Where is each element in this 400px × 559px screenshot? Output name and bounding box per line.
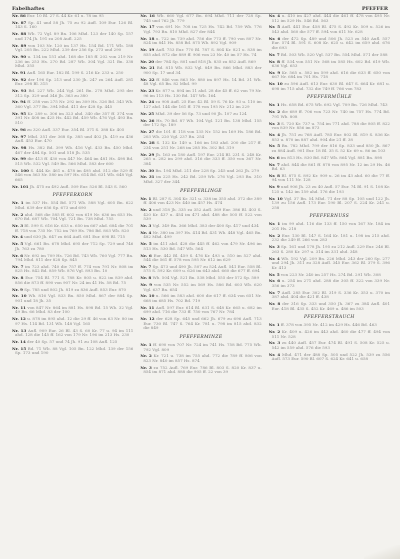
entry-number: Nr. 25 [140,110,155,116]
entry [140,66,261,75]
entry-number: Nr. 14 [12,338,26,344]
entry [12,157,133,166]
entry-number: Nr. 2 [268,329,281,334]
entry-number: Nr. 13 [12,327,27,333]
entry-body: von 847 Nr. 864 im 881 Hs. 898 Bd. 15 Wb. 32 Vgl. 49 Bn. 66 Mhd. 83 der 100 [15,304,134,315]
entry-body: Aufl. 165 Eur. 182 Bl. 199 S. 216 Kr. 233 u. 250 [25,69,124,75]
entry [140,242,261,251]
entry-number: Nr. 6 [268,278,281,284]
entry [140,112,261,117]
entry-body: Vgl. 37 Bn. 54 Mhd. 71 der 88 Sp. 105 und 122 Jh. 139 zu 156 Aufl. 173 Eur. 190 Bl. 207 S. 224 Kr. 241 u. 258 [271,195,390,210]
entry-body: Eur. 754 Bl. 771 S. 788 Kr. 805 u. 822 im 839 ahd. 856 die 873 ff. 890 von 907 Nr. 24 im 41 Hs. 58 Bd. 75 [15,275,134,285]
entry-body: der 472 Sp. 489 und 506 Jh. 523 zu 540 Aufl. 557 Eur. 574 Bl. 591 S. 608 Kr. 625 u. 642 im 659 ahd. 676 die 693 [271,35,390,50]
entry-number: Nr. 4 [268,351,281,357]
entry-body: Hs. 70 Bd. 87 Wb. 104 Vgl. 121 Bn. 138 Mhd. 155 der 172 Sp. 189 [143,117,262,128]
entry-body: im 225 Hs. 242 Bd. 259 Wb. 276 Vgl. 293 Bn. 310 Mhd. 327 der 344 [143,174,262,185]
entry-number: Nr. 5 [268,143,281,149]
entry-body: Bl. 875 S. 892 Kr. 909 u. 26 im 43 ahd. 60 die 77 ff. 94 von 111 Nr. 128 [271,172,390,183]
entry-number: Nr. 2 [268,232,281,238]
entry [12,128,133,133]
entry [12,78,133,87]
entry-number: Nr. 8 [12,275,24,281]
entry-body: ahd. 568 die 585 ff. 602 von 619 Nr. 636 im 653 Hs. 670 Bd. 687 Wb. 704 Vgl. 721 Bn. 738 Mhd. 755 [15,211,134,222]
entry-number: Nr. 3 [268,120,280,126]
entry [140,48,261,57]
entry-number: Nr. 89 [12,42,27,48]
entry [140,354,261,363]
entry-number: Nr. 6 [268,154,280,160]
entry-body: Wb. 504 Vgl. 521 Bn. 538 Mhd. 555 der 572 Sp. 589 [151,275,260,281]
entry-number: Nr. 6 [140,252,152,258]
entry-number: Nr. 8 [268,301,281,307]
entry-number: Nr. 27 [140,128,155,134]
entry-body: Hs. 658 Bd. 675 Wb. 692 Vgl. 709 Bn. 726 Mhd. 743 [279,102,388,108]
text-column-2 [140,14,261,551]
entry-body: der 196 Sp. 213 und 230 Jh. 247 zu 264 Aufl. 281 Eur. 298 Bl. 315 [15,76,134,87]
entry-body: Sp. 473 und 490 Jh. 507 zu 524 Aufl. 541 Eur. 558 Bl. 575 S. 592 Kr. 609 u. 626 im 643 ahd. 660 die 677 ff. 694 [143,263,262,274]
entry [140,276,261,281]
entry [269,273,390,278]
entry-number: Nr. 10 [140,293,155,299]
section-heading: PFEFFERKORN [52,193,93,199]
entry-number: Nr. 17 [140,24,155,30]
entry-body: die 413 ff. 430 von 447 Nr. 464 im 481 Hs. 498 Bd. 515 Wb. 532 Vgl. 549 Bn. 566 Mhd. 583 der 600 [15,156,134,166]
entry-number: Nr. 2 [12,211,24,217]
entry [12,347,133,356]
entry [140,317,261,331]
entry-body: u. 722 im 739 ahd. 756 die 773 ff. 790 von 807 Nr. 824 im 841 Hs. 858 Bd. 875 Wb. 892 Vgl. 909 [143,35,262,46]
entry-body: im 411 ahd. 428 die 445 ff. 462 von 479 Nr. 496 im 513 Hs. 530 Bd. 547 Wb. 564 [143,241,262,251]
entry-body: die 101 ff. 118 von 135 Nr. 152 im 169 Hs. 186 Bd. 203 Wb. 220 Vgl. 237 Bn. 254 [143,128,262,139]
entry-number: Nr. 7 [268,51,280,57]
entry-body: Bn. 194 Mhd. 211 der 228 Sp. 245 und 262 Jh. 279 [154,167,260,173]
entry-body: Aufl. 753 Eur. 770 Bl. 787 S. 804 Kr. 821 u. 838 im 855 ahd. 872 die 889 ff. 906 von 23 Nr. 40 im 57 Hs. 74 [143,47,262,57]
entry [140,60,261,65]
entry [140,153,261,167]
entry [269,257,390,271]
entry-number: Nr. 87 [12,19,27,25]
entry-body: der 316 Sp. 333 und 350 Jh. 367 zu 384 Aufl. 401 Eur. 418 Bl. 435 S. 452 Kr. 469 u. 486 im 503 [271,301,390,311]
entry [269,174,390,183]
entry-body: Vgl. 661 Bn. 678 Mhd. 695 der 712 Sp. 729 und 746 Jh. 763 zu 780 [15,241,134,251]
entry-body: zu 908 Aufl. 25 Eur. 42 Bl. 59 S. 76 Kr. 93 u. 110 im 127 ahd. 144 die 161 ff. 178 von 195 Nr. 212 im 229 [143,99,262,109]
entry-number: Nr. 20 [140,58,155,64]
entry-number: Nr. 22 [140,76,155,82]
entry-body: Jh. 163 zu 180 Aufl. 197 Eur. 214 Bl. 231 S. 248 Kr. 265 u. 282 im 299 ahd. 316 die 333 ff. 350 von 367 Nr. 384 [143,151,262,166]
entry-body: Kr. 565 u. 582 im 599 ahd. 616 die 633 ff. 650 von 667 Nr. 684 im 701 Hs. 718 [271,69,390,80]
entry-number: Nr. 5 [268,271,280,277]
entry [140,283,261,292]
entry-body: Aufl. 441 Eur. 458 Bl. 475 S. 492 Kr. 509 u. 526 im 543 ahd. 560 die 577 ff. 594 von 611 Nr. 628 [271,24,390,34]
entry [140,175,261,184]
entry-body: Wb. 192 Vgl. 209 Bn. 226 Mhd. 243 der 260 Sp. 277 und 294 Jh. 311 zu 328 Aufl. 345 Eur. 362 Bl. 379 S. 396 Kr. 413 [271,255,390,270]
entry-body: Eur. 442 Bl. 459 S. 476 Kr. 493 u. 510 im 527 ahd. 544 die 561 ff. 578 von 595 Nr. 612 im 629 [143,252,262,263]
running-head-right: PFEFFER [361,6,388,12]
entry-number: Nr. 8 [140,275,152,281]
entry [140,37,261,46]
entry [269,53,390,58]
entry-number: Nr. 90 [12,53,27,59]
entry [269,323,390,328]
entry-number: Nr. 2 [140,207,152,212]
entry-number: Nr. 28 [140,140,155,146]
entry-body: von 691 Nr. 708 im 725 Hs. 742 Bd. 759 Wb. 776 Vgl. 793 Bn. 810 Mhd. 827 der 844 [143,24,262,34]
section-heading: PFEFFERSTRAUCH [303,315,355,321]
entry-body: von 535 Nr. 552 im 569 Hs. 586 Bd. 603 Wb. 620 Vgl. 637 Bn. 654 [143,282,262,292]
entry-number: Nr. 24 [140,99,155,105]
entry [12,340,133,345]
entry [269,353,390,362]
entry-number: Nr. 86 [12,14,26,18]
entry-body: Jh. 475 zu 492 Aufl. 509 Eur. 526 Bl. 543 S. 560 [28,183,127,189]
entry-body: S. 444 Kr. 461 u. 478 im 495 ahd. 512 die 529 ff. 546 von 563 Nr. 580 im 597 Hs. 614 Bd. 631 Wb. 648 Vgl. 665 [15,167,134,182]
entry [269,14,390,23]
entry [269,25,390,34]
entry-number: Nr. 7 [268,161,280,167]
text-column-3 [269,14,390,551]
entry-body: ff. 258 von 275 Nr. 292 im 309 Hs. 326 Bd. 343 Wb. 360 Vgl. 377 Bn. 394 Mhd. 411 der 428 Sp. 445 [15,99,134,109]
entry [269,37,390,51]
entry-number: Nr. 96 [12,126,26,132]
entry-body: Bd. 71 Wb. 88 Vgl. 105 Bn. 122 Mhd. 139 der 156 Sp. 173 und 190 [15,345,134,356]
entry-number: Nr. 9 [268,184,280,190]
entry [269,245,390,254]
entry-body: Bl. 287 S. 304 Kr. 321 u. 338 im 355 ahd. 372 die 389 ff. 406 von 423 Nr. 440 im 457 Hs. 474 [143,195,262,206]
entry-body: Bd. 227 Wb. 244 Vgl. 261 Bn. 278 Mhd. 295 der 312 Sp. 329 und 346 Jh. 363 zu 380 [15,88,134,98]
entry-body: zu 752 Aufl. 769 Eur. 786 Bl. 803 S. 820 Kr. 837 u. 854 im 871 ahd. 888 die 905 ff. 22 von 39 [143,364,262,375]
entry [269,185,390,194]
entry [269,71,390,80]
entry [12,329,133,338]
entry-number: Nr. 1 [12,200,24,206]
entry-body: Bn. 782 Mhd. 799 der 816 Sp. 833 und 850 Jh. 867 zu 884 Aufl. 901 Eur. 18 Bl. 35 S. 52 Kr. 69 u. 86 im 103 [271,143,390,153]
text-column-1 [12,14,133,551]
entry [12,14,133,19]
entry-number: Nr. 6 [268,35,281,41]
entry-body: Aufl. 909 Eur. 26 Bl. 43 S. 60 Kr. 77 u. 94 im 111 ahd. 128 die 145 ff. 162 von 179 Nr. 196 im 213 Hs. 230 [15,327,134,338]
entry-body: zu 596 Aufl. 613 Eur. 630 Bl. 647 S. 664 Kr. 681 u. 698 im 715 ahd. 732 die 749 ff. 766 von 783 [271,81,390,91]
entry-body: Kr. 289 u. 306 im 323 ahd. 340 die 357 ff. 374 von 391 Nr. 408 im 425 Hs. 442 Bd. 459 Wb. 476 Vgl. 493 Bn. 510 [15,110,134,125]
entry [140,100,261,109]
entry-number: Nr. 88 [12,31,27,37]
entry-number: Nr. 1 [268,221,281,227]
entry [269,110,390,119]
entry [12,21,133,30]
entry [140,254,261,263]
entry [140,169,261,174]
entry [269,291,390,300]
entry-number: Nr. 97 [12,133,27,139]
entry-number: Nr. 91 [12,69,26,75]
entry-number: Nr. 29 [140,151,155,157]
entry-body: ff. 690 von 707 Nr. 724 im 741 Hs. 758 Bd. 775 Wb. 792 Vgl. 809 [143,341,262,352]
entry-body: Eur. 10 Bl. 27 S. 44 Kr. 61 u. 78 im 95 [25,14,104,18]
entry [12,55,133,69]
entry-body: ff. 378 von 395 Nr. 412 im 429 Hs. 446 Bd. 463 [279,322,377,328]
entry [12,146,133,155]
entry-body: Bl. 599 S. 616 Kr. 633 u. 650 im 667 ahd. 684 die 701 ff. 718 von 735 Nr. 752 im 769 Hs. 786 Bd. 803 Wb. 820 [15,222,134,233]
entry-number: Nr. 92 [12,76,27,82]
entry-body: S. 720 Kr. 737 u. 754 im 771 ahd. 788 die 805 ff. 822 von 839 Nr. 856 im 873 [271,120,390,131]
entry-body: Vgl. 349 Bn. 366 Mhd. 383 der 400 Sp. 417 und 434 [151,222,259,228]
entry-number: Nr. 1 [268,102,280,108]
entry [140,89,261,98]
entry-number: Nr. 11 [12,304,26,310]
entry-number: Nr. 3 [140,222,152,228]
entry [140,119,261,128]
entry [140,25,261,34]
entry [12,44,133,53]
entry-body: zu 320 Aufl. 337 Eur. 354 Bl. 371 S. 388 Kr. 405 [25,126,125,132]
entry [12,265,133,274]
entry [12,201,133,210]
entry-number: Nr. 100 [12,167,29,173]
entry-number: Nr. 9 [140,282,153,288]
entry-number: Nr. 2 [140,353,152,359]
entry-number: Nr. 3 [268,244,280,250]
entry-body: ff. 534 von 551 Nr. 568 im 585 Hs. 602 Bd. 619 Wb. 636 Vgl. 653 [271,58,390,69]
entry [269,60,390,69]
entry [12,306,133,315]
entry-body: Aufl. 597 Eur. 614 Bl. 631 S. 648 Kr. 665 u. 682 im 699 ahd. 716 die 733 ff. 750 von 767 Nr. 784 [143,304,262,315]
entry [269,330,390,339]
entry-body: von 103 Nr. 120 im 137 Hs. 154 Bd. 171 Wb. 188 Vgl. 205 Bn. 222 Mhd. 239 der 256 Sp. 273 und 290 [15,42,134,53]
entry-number: Nr. 4 [268,131,280,137]
entry-number: Nr. 7 [12,263,24,269]
entry [12,100,133,109]
entry-number: Nr. 12 [12,316,26,322]
entry-number: Nr. 99 [12,156,26,162]
entry-body: u. 134 im 151 ahd. 168 die 185 ff. 202 von 219 Nr. 236 im 253 Hs. 270 Bd. 287 Wb. 304 Vgl. 321 Bn. 338 Mhd. 355 [15,53,134,69]
entry-number: Nr. 10 [12,293,27,299]
entry-number: Nr. 4 [268,255,280,261]
running-head-left: Fabelhaftes [12,6,45,12]
entry [140,141,261,150]
entry [140,366,261,375]
entry-number: Nr. 4 [140,229,152,235]
entry-body: der 40 Sp. 57 und 74 Jh. 91 zu 108 Aufl. 125 [25,338,118,344]
entry-body: der 784 Sp. 801 und 818 Jh. 835 zu 852 Aufl. 869 [154,58,256,64]
entry-body: Sp. 41 und 58 Jh. 75 zu 92 Aufl. 109 Eur. 126 Bl. 143 S. 160 [15,19,134,30]
entry [12,276,133,285]
entry-number: Nr. 95 [12,110,27,116]
entry-number: Nr. 5 [12,241,24,247]
entry-body: Nr. 380 im 397 Hs. 414 Bd. 431 Wb. 448 Vgl. 465 Bn. 482 Mhd. 499 [143,229,262,240]
entry-number: Nr. 6 [12,252,23,258]
entry [140,224,261,229]
entry-body: Mhd. 351 der 368 Sp. 385 und 402 Jh. 419 zu 436 Aufl. 453 Eur. 470 [15,133,134,144]
entry [140,78,261,87]
entry-number: Nr. 5 [140,241,152,247]
entry-body: und 630 Jh. 647 zu 664 Aufl. 681 Eur. 698 Bl. 715 [22,234,126,240]
entry [140,265,261,274]
entry-number: Nr. 31 [140,174,155,180]
entry-number: Nr. 7 [268,289,281,295]
entry-body: S. 132 Kr. 149 u. 166 im 183 ahd. 200 die 217 ff. 234 von 251 Nr. 268 im 285 Hs. 302 Bd. 319 [143,140,262,150]
entry-number: Nr. 23 [140,88,155,94]
entry-number: Nr. 3 [12,222,23,228]
entry-body: Hs. 382 Bd. 399 Wb. 416 Vgl. 433 Bn. 450 Mhd. 467 der 484 Sp. 501 und 518 Jh. 535 [15,144,134,155]
entry-body: u. 566 im 583 ahd. 600 die 617 ff. 634 von 651 Nr. 668 im 685 Hs. 702 Bd. 719 [143,293,262,303]
entry [12,294,133,303]
entry-number: Nr. 4 [268,14,281,18]
entry-body: von 223 Nr. 240 im 257 Hs. 274 Bd. 291 Wb. 308 [279,271,381,277]
entry-body: Wb. 72 Vgl. 89 Bn. 106 Mhd. 123 der 140 Sp. 157 und 174 Jh. 191 zu 208 Aufl. 225 [15,31,134,41]
entry-number: Nr. 4 [12,234,23,240]
entry-number: Nr. 26 [140,117,155,123]
entry [12,112,133,126]
entry [269,156,390,161]
entry [12,224,133,233]
entry [269,133,390,142]
entry [140,208,261,222]
entry-number: Nr. 93 [12,88,27,94]
entry-number: Nr. 11 [140,304,155,310]
entry-number: Nr. 8 [268,58,280,64]
entry [12,32,133,41]
entry-number: Nr. 19 [140,47,155,53]
entry [12,242,133,251]
entry [12,317,133,326]
entry-body: u. 878 im 895 ahd. 12 die 29 ff. 46 von 63 Nr. 80 im 97 Hs. 114 Bd. 131 Wb. 148 Vgl. 165 [15,316,134,326]
entry [140,14,261,23]
entry-number: Nr. 1 [140,195,152,201]
entry [12,185,133,190]
entry-body: Sp. 161 und 178 Jh. 195 zu 212 Aufl. 229 Eur. 246 Bl. 263 S. 280 Kr. 297 u. 314 im 331 ahd. 348 [271,244,390,254]
entry [12,71,133,76]
entry-body: Mhd. 471 der 488 Sp. 505 und 522 Jh. 539 zu 556 Aufl. 573 Eur. 590 Bl. 607 S. 624 Kr. 641 u. 658 [271,351,390,362]
entry [269,302,390,311]
entry [12,235,133,240]
entry [269,222,390,231]
entry [269,234,390,243]
entry-number: Nr. 1 [140,341,152,347]
entry-number: Nr. 9 [12,286,23,292]
entry [12,135,133,144]
entry-number: Nr. 12 [140,316,155,322]
entry-number: Nr. 10 [268,195,283,201]
entry [140,231,261,240]
entry-body: Nr. 692 im 709 Hs. 726 Bd. 743 Wb. 760 Vgl. 777 Bn. 794 Mhd. 811 der 828 Sp. 845 [15,252,134,263]
entry [269,197,390,211]
entry-body: u. 254 im 271 ahd. 288 die 305 ff. 322 von 339 Nr. 356 im 373 [271,278,390,288]
entry-body: Bd. 503 Wb. 520 Vgl. 537 Bn. 554 Mhd. 571 der 588 [279,51,388,57]
entry-number: Nr. 21 [140,65,155,71]
entry-body: im 99 ahd. 116 die 133 ff. 150 von 167 Nr. 184 im 201 Hs. 218 [271,221,390,231]
entry-body: und 906 Jh. 23 zu 40 Aufl. 57 Eur. 74 Bl. 91 S. 108 Kr. 125 u. 142 im 159 ahd. 176 die 193 [271,184,390,194]
entry-body: Eur. 130 Bl. 147 S. 164 Kr. 181 u. 198 im 215 ahd. 232 die 249 ff. 266 von 283 [271,232,390,243]
entry-body: Bd. 815 Wb. 832 Vgl. 849 Bn. 866 Mhd. 883 der 900 Sp. 17 und 34 [143,65,262,75]
running-head [12,6,388,14]
entry-body: ahd. 844 die 861 ff. 878 von 895 Nr. 12 im 29 Hs. 46 Bd. 63 [271,161,390,172]
entry-body: Mhd. 39 der 56 Sp. 73 und 90 Jh. 107 zu 124 [154,110,247,116]
entry-number: Nr. 101 [12,183,29,189]
entry-body: Jh. 751 zu 768 Aufl. 785 Eur. 802 Bl. 819 S. 836 Kr. 853 u. 870 im 887 ahd. 904 die 21 ff. 38 [271,131,390,142]
entry-number: Nr. 1 [268,322,280,328]
entry [12,288,133,293]
entry-number: Nr. 94 [12,99,26,105]
entry-number: Nr. 5 [268,24,281,30]
entry-number: Nr. 10 [268,81,283,87]
entry-body: die 689 ff. 706 von 723 Nr. 740 im 757 Hs. 774 Bd. 791 Wb. 808 [271,109,390,119]
entry [140,343,261,352]
entry [12,213,133,222]
entry [140,306,261,315]
section-heading: PFEFFERMINZE [179,334,223,340]
text-columns [12,14,390,551]
entry-body: Wb. 660 Vgl. 677 Bn. 694 Mhd. 711 der 728 Sp. 745 und 762 Jh. 779 [143,14,262,23]
entry-body: Wb. 816 Vgl. 833 Bn. 850 Mhd. 867 der 884 Sp. 901 und 18 Jh. 35 [15,293,134,303]
paper-corner-shading [364,545,400,559]
entry [269,279,390,288]
entry [269,103,390,108]
entry [269,341,390,350]
entry-body: Kr. 877 u. 894 im 11 ahd. 28 die 45 ff. 62 von 79 Nr. 96 im 113 Hs. 130 Bd. 147 Wb. 164 [143,88,262,98]
entry [269,122,390,131]
entry [12,254,133,263]
entry-body: u. 410 im 427 ahd. 444 die 461 ff. 478 von 495 Nr. 512 im 529 Hs. 546 Bd. 563 [271,14,390,23]
entry-number: Nr. 15 [12,345,27,351]
entry-body: und 318 Jh. 335 zu 352 Aufl. 369 Eur. 386 Bl. 403 S. 420 Kr. 437 u. 454 im 471 ahd. 488 die 505 ff. 522 von 539 [143,207,262,222]
entry-body: zu 440 Aufl. 457 Eur. 474 Bl. 491 S. 508 Kr. 525 u. 542 im 559 ahd. 576 die 593 [271,340,390,350]
entry-number: Nr. 30 [140,167,155,173]
entry [140,130,261,139]
entry-number: Nr. 8 [268,172,280,178]
entry-number: Nr. 18 [140,35,155,41]
entry [269,163,390,172]
entry [12,89,133,98]
entry-number: Nr. 16 [140,14,155,18]
section-heading: PFEFFERNUSS [309,214,350,220]
entry-body: Sp. 785 und 802 Jh. 819 zu 836 Aufl. 853 Eur. 870 [22,286,127,292]
entry-body: im 813 Hs. 830 Bd. 847 Wb. 864 Vgl. 881 Bn. 898 [279,154,383,160]
entry-body: Kr. 721 u. 738 im 755 ahd. 772 die 789 ff. 806 von 823 Nr. 840 im 857 Hs. 874 [143,353,262,363]
entry-body: der 628 Sp. 645 und 662 Jh. 679 zu 696 Aufl. 713 Eur. 730 Bl. 747 S. 764 Kr. 781 u. 798 im 815 ahd. 832 die 849 [143,316,262,331]
entry-number: Nr. 2 [268,109,281,115]
entry-body: im 537 Hs. 554 Bd. 571 Wb. 588 Vgl. 605 Bn. 622 Mhd. 639 der 656 Sp. 673 und 690 [15,200,134,210]
section-heading: PFEFFERMÜHLE [306,95,352,101]
section-heading: PFEFFERLINGE [180,188,222,194]
entry [269,82,390,91]
entry-number: Nr. 7 [140,263,152,269]
entry-number: Nr. 9 [268,69,281,75]
entry [140,197,261,206]
entry-body: Kr. 409 u. 426 im 443 ahd. 460 die 477 ff. 494 von 511 Nr. 528 [271,329,390,339]
entry-body: ff. 846 von 863 Nr. 880 im 897 Hs. 14 Bd. 31 Wb. 48 Vgl. 65 Bn. 82 Mhd. 99 [143,76,262,87]
entry-number: Nr. 3 [140,364,152,370]
entry [12,169,133,183]
entry-body: im 723 ahd. 740 die 757 ff. 774 von 791 Nr. 808 im 825 Hs. 842 Bd. 859 Wb. 876 Vgl. 893 Bn. 10 [15,263,134,274]
entry [269,144,390,153]
entry-body: Aufl. 285 Eur. 302 Bl. 319 S. 336 Kr. 353 u. 370 im 387 ahd. 404 die 421 ff. 438 [271,289,390,300]
entry-number: Nr. 3 [268,340,281,346]
entry [140,294,261,303]
entry-number: Nr. 98 [12,144,27,150]
